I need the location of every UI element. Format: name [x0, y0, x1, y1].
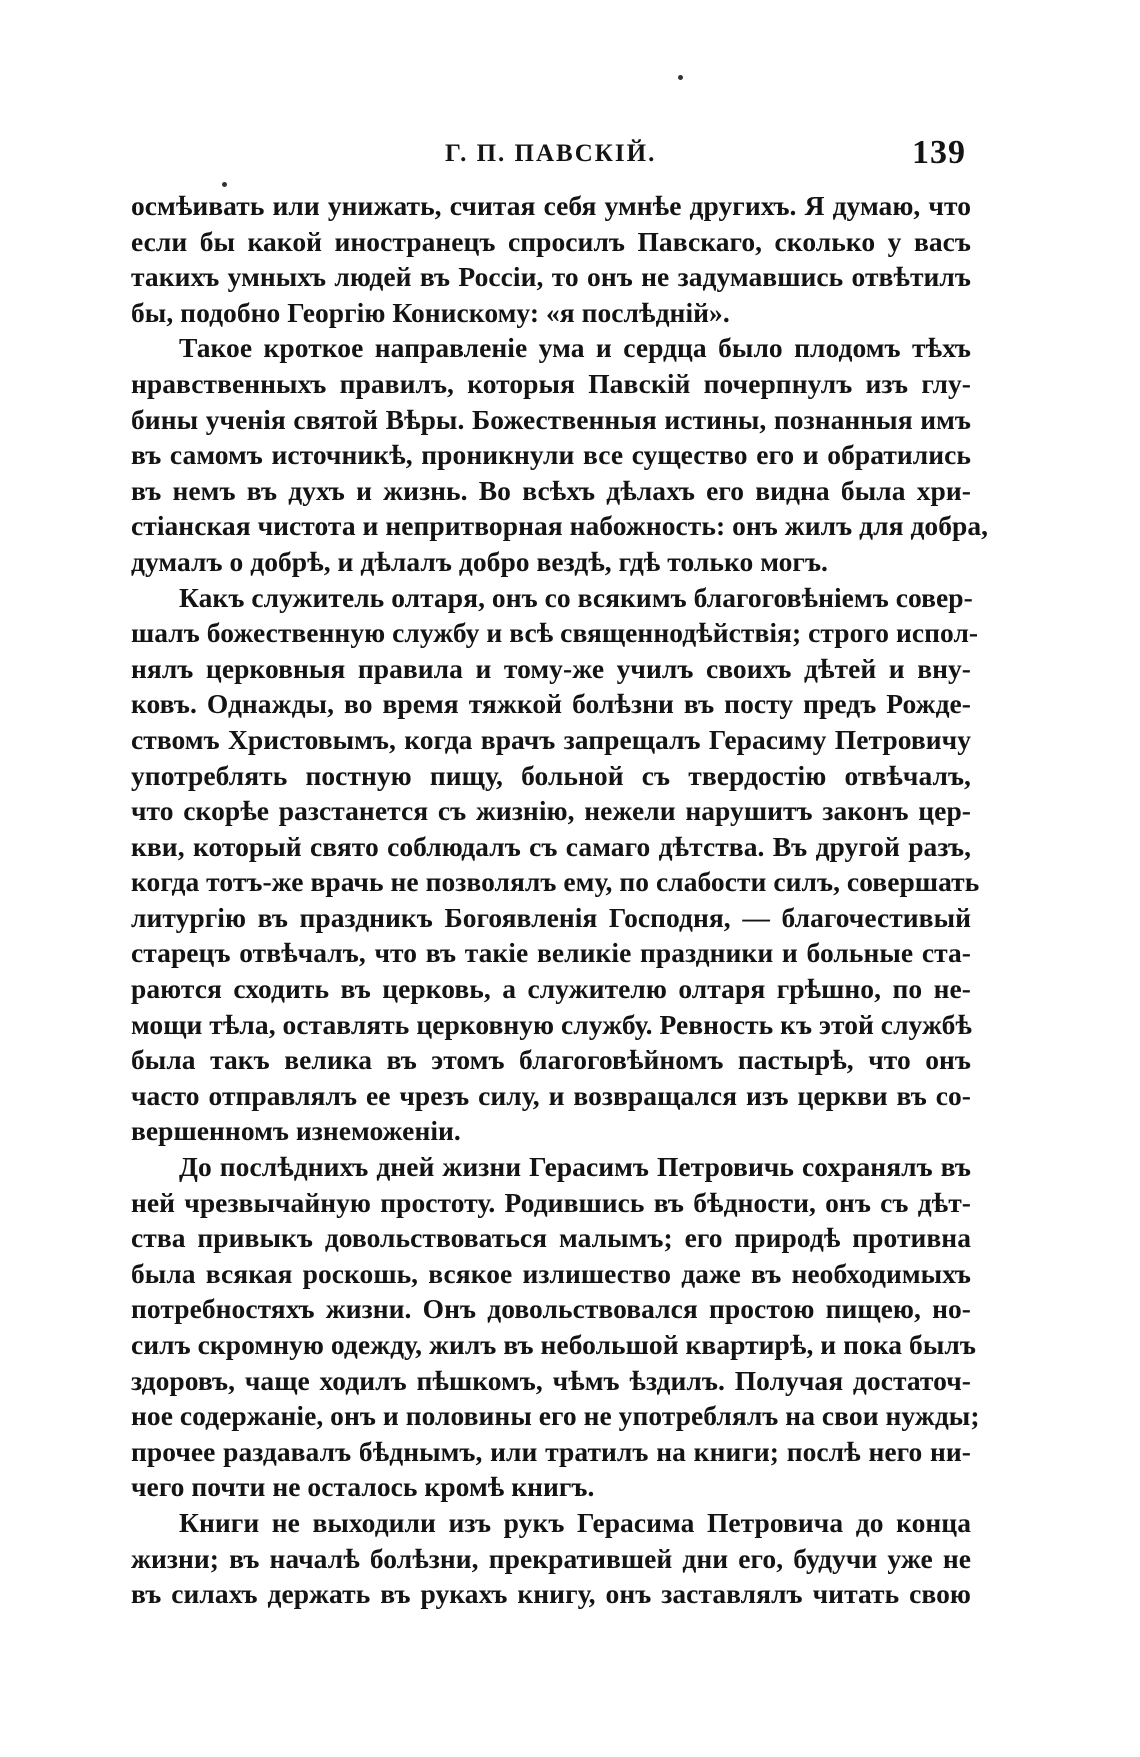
text-line: прочее раздавалъ бѣднымъ, или тратилъ на книги; послѣ него ни-	[131, 1435, 971, 1467]
text-line: была такъ велика въ этомъ благоговѣйномъ пастырѣ, что онъ	[131, 1044, 971, 1076]
running-head: Г. П. ПАВСКІЙ.	[445, 140, 657, 167]
text-line: такихъ умныхъ людей въ Россіи, то онъ не задумавшись отвѣтилъ	[131, 261, 971, 293]
text-line: бины ученія святой Вѣры. Божественныя истины, познанныя имъ	[131, 403, 971, 435]
text-line: въ немъ въ духъ и жизнь. Во всѣхъ дѣлахъ его видна была хри-	[131, 474, 971, 506]
text-line: Какъ служитель олтаря, онъ со всякимъ благоговѣніемъ совер-	[179, 581, 973, 613]
text-line: здоровъ, чаще ходилъ пѣшкомъ, чѣмъ ѣздилъ. Получая достаточ-	[131, 1364, 971, 1396]
text-line: въ самомъ источникѣ, проникнули все существо его и обратились	[131, 439, 971, 471]
text-line: мощи тѣла, оставлять церковную службу. Ревность къ этой службѣ	[131, 1008, 972, 1040]
text-line: шалъ божественную службу и всѣ священнодѣйствія; строго испол-	[131, 617, 979, 649]
text-line: раются сходить въ церковь, а служителю олтаря грѣшно, по не-	[131, 973, 971, 1005]
text-line: До послѣднихъ дней жизни Герасимъ Петровичь сохранялъ въ	[179, 1151, 971, 1183]
text-line: силъ скромную одежду, жилъ въ небольшой квартирѣ, и пока былъ	[131, 1329, 976, 1360]
text-line: нялъ церковныя правила и тому-же училъ своихъ дѣтей и вну-	[131, 652, 971, 684]
text-line: когда тотъ-же врачь не позволялъ ему, по слабости силъ, совершать	[131, 866, 980, 898]
page-number: 139	[912, 134, 966, 171]
text-line: осмѣивать или унижать, считая себя умнѣе другихъ. Я думаю, что	[131, 190, 971, 221]
text-line: бы, подобно Георгію Конискому: «я послѣдній».	[131, 296, 730, 328]
paragraph	[131, 1505, 971, 1612]
text-line: что скорѣе разстанется съ жизнію, нежели нарушитъ законъ цер-	[131, 795, 971, 827]
text-line: Такое кроткое направленіе ума и сердца было плодомъ тѣхъ	[179, 332, 971, 364]
text-line: употреблять постную пищу, больной съ твердостію отвѣчалъ,	[131, 759, 971, 791]
text-line: старецъ отвѣчалъ, что въ такіе великіе праздники и больные ста-	[131, 937, 971, 969]
print-speck	[678, 75, 683, 80]
paragraph	[131, 580, 980, 1150]
body-text	[131, 188, 989, 1612]
print-speck	[222, 182, 227, 187]
text-line: кви, который свято соблюдалъ съ самаго дѣтства. Въ другой разъ,	[131, 830, 971, 862]
text-line: жизни; въ началѣ болѣзни, прекратившей дни его, будучи уже не	[131, 1542, 971, 1574]
text-line: думалъ о добрѣ, и дѣлалъ добро вездѣ, гдѣ только могъ.	[131, 545, 828, 577]
paragraph	[131, 1149, 980, 1505]
text-line: ства привыкъ довольствоваться малымъ; его природѣ противна	[131, 1222, 971, 1254]
text-line: въ силахъ держать въ рукахъ книгу, онъ заставлялъ читать свою	[131, 1578, 971, 1610]
text-line: чего почти не осталось кромѣ книгъ.	[131, 1471, 595, 1503]
paragraph	[131, 330, 989, 579]
text-line: нравственныхъ правилъ, которыя Павскій почерпнулъ изъ глу-	[131, 367, 971, 399]
text-line: если бы какой иностранецъ спросилъ Павскаго, сколько у васъ	[131, 225, 971, 257]
text-line: часто отправлялъ ее чрезъ силу, и возвращался изъ церкви въ со-	[131, 1079, 971, 1111]
paragraph	[131, 188, 971, 330]
text-line: была всякая роскошь, всякое излишество даже въ необходимыхъ	[131, 1257, 971, 1289]
text-line: ное содержаніе, онъ и половины его не употреблялъ на свои нужды;	[131, 1400, 980, 1432]
text-line: ствомъ Христовымъ, когда врачъ запрещалъ Герасиму Петровичу	[131, 723, 971, 755]
text-line: Книги не выходили изъ рукъ Герасима Петровича до конца	[179, 1506, 971, 1538]
text-line: стіанская чистота и непритворная набожность: онъ жилъ для добра,	[131, 510, 989, 542]
text-line: литургію въ праздникъ Богоявленія Господня, — благочестивый	[131, 901, 971, 933]
text-line: вершенномъ изнеможеніи.	[131, 1115, 461, 1147]
text-line: потребностяхъ жизни. Онъ довольствовался простою пищею, но-	[131, 1293, 971, 1325]
text-line: ковъ. Однажды, во время тяжкой болѣзни въ посту предъ Рожде-	[131, 688, 971, 720]
text-line: ней чрезвычайную простоту. Родившись въ бѣдности, онъ съ дѣт-	[131, 1186, 971, 1218]
